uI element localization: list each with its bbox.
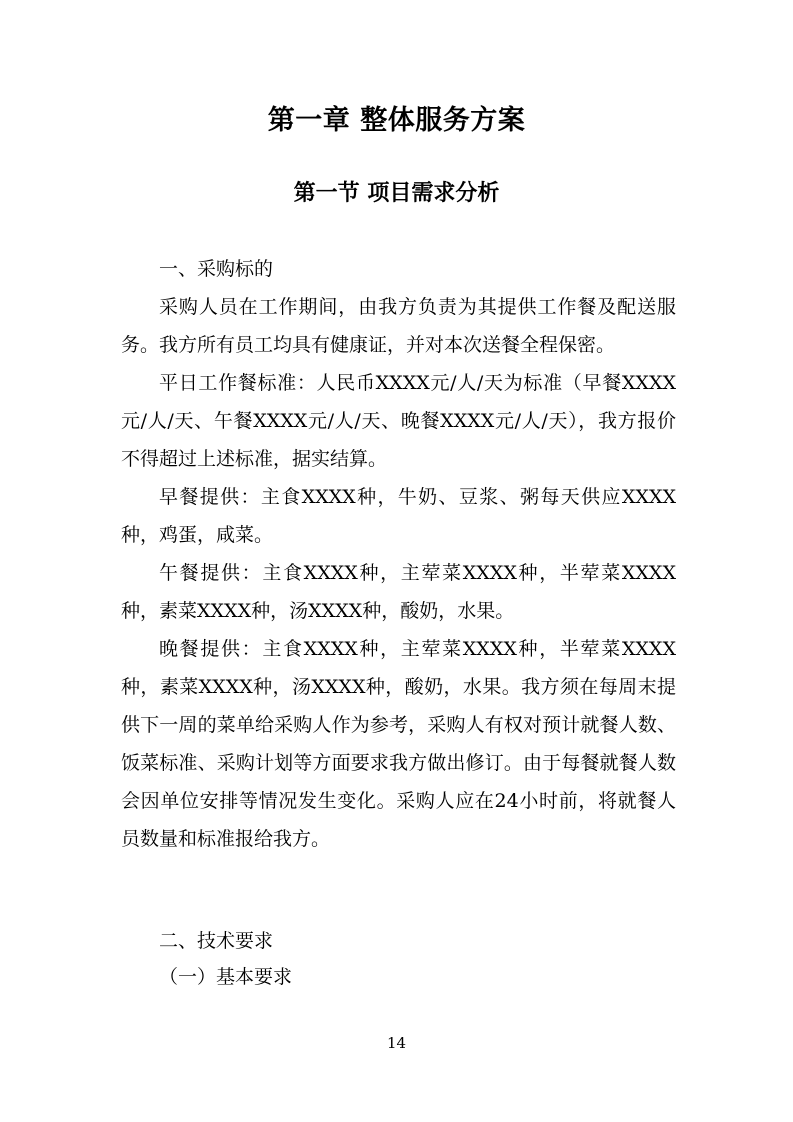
- body-text: [121, 250, 676, 858]
- paragraph-procurement-heading: 一、采购标的: [159, 258, 274, 280]
- heading-basic-requirements: （一）基本要求: [159, 966, 293, 988]
- paragraph-dinner: 晚餐提供：主食XXXX种，主荤菜XXXX种，半荤菜XXXX种，素菜XXXX种，汤XXXX种，酸奶，水果。我方须在每周末提供下一周的菜单给采购人作为参考，采购人有权对预计就餐人数、饭菜标准、采购计划等方面要求我方做出修订。由于每餐就餐人数会因单位安排等情况发生变化。采购人应在24小时前，将就餐人员数量和标准报给我方。: [121, 638, 676, 850]
- paragraph-breakfast: 早餐提供：主食XXXX种，牛奶、豆浆、粥每天供应XXXX种，鸡蛋，咸菜。: [121, 486, 676, 546]
- paragraph-lunch: 午餐提供：主食XXXX种，主荤菜XXXX种，半荤菜XXXX种，素菜XXXX种，汤XXXX种，酸奶，水果。: [121, 562, 676, 622]
- section-title: 第一节 项目需求分析: [293, 181, 500, 206]
- chapter-title: 第一章 整体服务方案: [267, 105, 526, 136]
- paragraph-meal-standard: 平日工作餐标准：人民币XXXX元/人/天为标准（早餐XXXX元/人/天、午餐XXXX元/人/天、晚餐XXXX元/人/天），我方报价不得超过上述标准，据实结算。: [121, 372, 676, 470]
- heading-technical-requirements: 二、技术要求: [159, 930, 274, 952]
- paragraph-procurement-scope: 采购人员在工作期间，由我方负责为其提供工作餐及配送服务。我方所有员工均具有健康证，并对本次送餐全程保密。: [121, 296, 676, 356]
- page-number: 14: [386, 1034, 407, 1052]
